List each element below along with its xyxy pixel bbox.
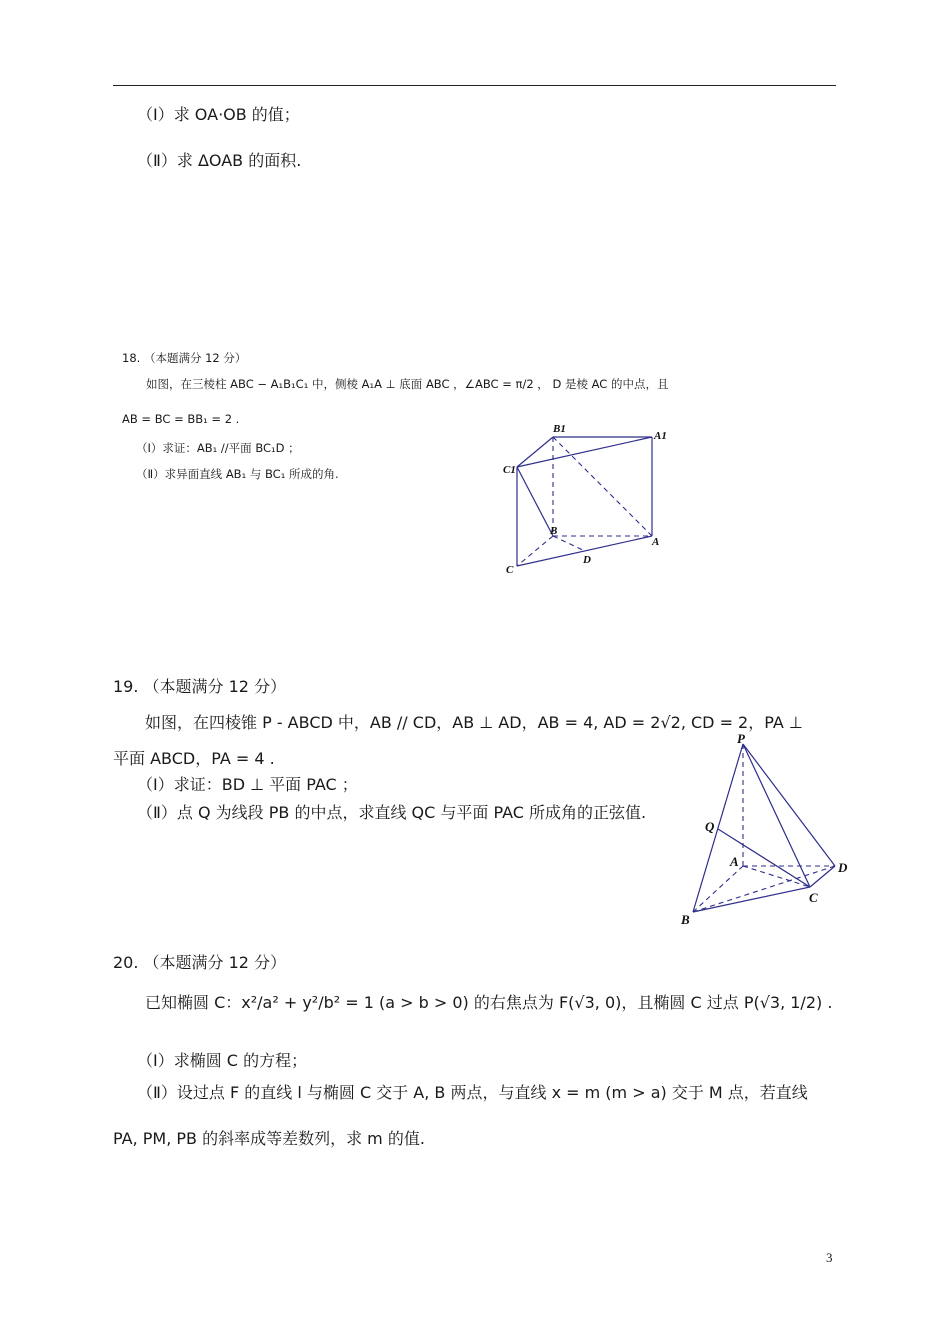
q18-part2: （Ⅱ）求异面直线 AB₁ 与 BC₁ 所成的角. (136, 467, 339, 481)
q20-header: 20. （本题满分 12 分） (113, 953, 287, 972)
q17-part2: （Ⅱ）求 ΔOAB 的面积. (137, 151, 302, 170)
q20-stem: 已知椭圆 C：x²/a² + y²/b² = 1 (a > b > 0) 的右焦点为 F(√3, 0)，且椭圆 C 过点 P(√3, 1/2) . (145, 993, 833, 1012)
edge-a-b-hidden (693, 866, 743, 912)
label-d: D (838, 860, 848, 875)
q19-stem2: 平面 ABCD，PA = 4 . (113, 749, 275, 768)
label-p: P (737, 731, 745, 746)
header-rule (113, 85, 836, 86)
label-q: Q (705, 819, 715, 834)
edge-b-d-hidden (553, 536, 585, 551)
label-c: C (809, 890, 818, 905)
q20-part2a: （Ⅱ）设过点 F 的直线 l 与椭圆 C 交于 A, B 两点，与直线 x = m (m > a) 交于 M 点，若直线 (137, 1083, 808, 1102)
q19-stem1: 如图，在四棱锥 P - ABCD 中，AB // CD，AB ⊥ AD，AB = 4, AD = 2√2, CD = 2，PA ⊥ (145, 713, 803, 732)
label-d: D (583, 554, 591, 566)
q19-part2: （Ⅱ）点 Q 为线段 PB 的中点，求直线 QC 与平面 PAC 所成角的正弦值. (137, 803, 647, 822)
label-b: B (550, 525, 558, 537)
q18-stem2: AB = BC = BB₁ = 2 . (122, 412, 240, 426)
label-c: C (506, 564, 514, 576)
q20-part2b: PA, PM, PB 的斜率成等差数列，求 m 的值. (113, 1129, 425, 1148)
edge-a-c-hidden (743, 866, 810, 887)
label-a1: A1 (654, 430, 667, 442)
edge-c1-b (517, 467, 553, 536)
prism-figure (495, 418, 680, 578)
q19-part1: （Ⅰ）求证：BD ⊥ 平面 PAC ； (137, 775, 358, 794)
edge-c1-a1 (517, 437, 652, 467)
q18-header: 18. （本题满分 12 分） (122, 351, 247, 365)
label-c1: C1 (503, 464, 516, 476)
label-a: A (730, 854, 739, 869)
page-number: 3 (826, 1250, 833, 1265)
edge-p-d (743, 744, 835, 866)
q19-header: 19. （本题满分 12 分） (113, 677, 287, 696)
label-a: A (652, 536, 660, 548)
q18-stem1: 如图，在三棱柱 ABC − A₁B₁C₁ 中，侧棱 A₁A ⊥ 底面 ABC ，∠ABC = π/2 ， D 是棱 AC 的中点，且 (146, 377, 669, 391)
q20-part1: （Ⅰ）求椭圆 C 的方程； (137, 1051, 308, 1070)
q18-part1: （Ⅰ）求证：AB₁ //平面 BC₁D ； (136, 441, 300, 455)
edge-b-c (693, 887, 810, 912)
edge-c-d (810, 866, 835, 887)
label-b: B (681, 912, 690, 927)
label-b1: B1 (553, 423, 566, 435)
pyramid-figure (676, 730, 854, 928)
edge-p-b (693, 744, 743, 912)
q17-part1: （Ⅰ）求 OA⋅OB 的值； (137, 105, 300, 124)
edge-b1-a-hidden (553, 437, 652, 536)
